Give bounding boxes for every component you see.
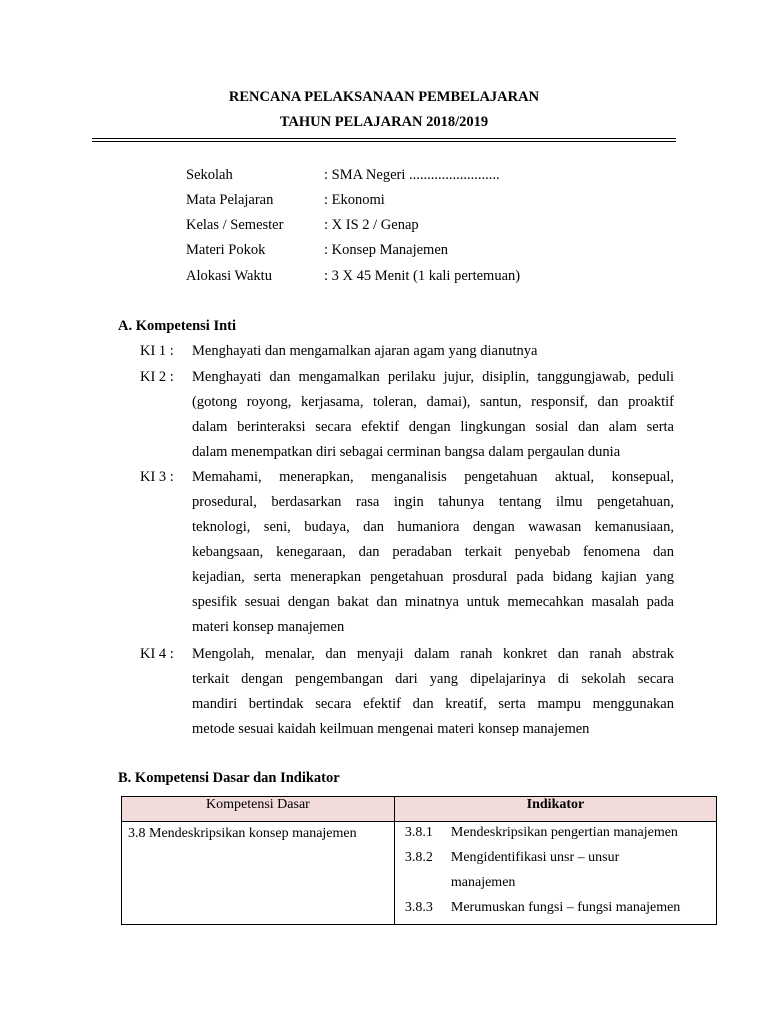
section-a-heading: A. Kompetensi Inti [118,318,237,334]
indicator-text: Mendeskripsikan pengertian manajemen [450,825,678,840]
identity-label-mapel: Mata Pelajaran [186,192,274,208]
identity-label-sekolah: Sekolah [186,167,233,183]
ki2-label: KI 2 : [140,369,174,385]
col-header-indikator: Indikator [394,797,716,822]
indicator-number: 3.8.3 [404,900,433,915]
ki4-text [192,642,674,742]
identity-value-sekolah: : SMA Negeri ......................... [324,167,500,183]
doc-title: RENCANA PELAKSANAAN PEMBELAJARAN [228,89,540,105]
identity-value-kelas: : X IS 2 / Genap [324,217,419,233]
ki3-line: teknologi, seni, budaya, dan humaniora dengan wawasan kemanusiaan, [192,519,674,535]
table-row [122,822,717,925]
kd-text: 3.8 Mendeskripsikan konsep manajemen [128,826,357,841]
identity-label-materi: Materi Pokok [186,242,266,258]
ki3-line: kebangsaan, kenegaraan, dan peradaban terkait penyebab fenomena dan [192,544,674,560]
identity-value-materi: : Konsep Manajemen [324,242,449,258]
title-rule-top [92,138,676,139]
identity-value-alokasi: : 3 X 45 Menit (1 kali pertemuan) [324,268,521,284]
identity-value-mapel: : Ekonomi [324,192,385,208]
ki4-line: metode sesuai kaidah keilmuan mengenai materi konsep manajemen [192,721,590,737]
kd-indicator-table [121,796,717,925]
ki2-line: dalam menempatkan diri sebagai cerminan bangsa dalam pergaulan dunia [192,444,621,460]
ki3-line: kejadian, serta menerapkan pengetahuan prosdural pada bidang kajian yang [192,569,674,585]
ki3-label: KI 3 : [140,469,174,485]
indicator-item [395,847,716,872]
identity-label-kelas: Kelas / Semester [186,217,284,233]
ki3-line: prosedural, berdasarkan rasa ingin tahunya tentang ilmu pengetahuan, [192,494,674,510]
ki2-line: Menghayati dan mengamalkan perilaku jujur, disiplin, tanggungjawab, peduli [192,369,674,385]
indicator-item [395,822,716,847]
section-b-heading: B. Kompetensi Dasar dan Indikator [118,770,340,786]
ki4-label: KI 4 : [140,646,174,662]
indicator-item-continued [395,872,716,897]
ki1-text [192,339,674,364]
ki1-line: Menghayati dan mengamalkan ajaran agam yang dianutnya [192,343,538,359]
ki2-line: (gotong royong, kerjasama, toleran, damai), santun, responsif, dan proaktif [192,394,674,410]
ki4-line: terkait dengan pengembangan dari yang dipelajarinya di sekolah secara [192,671,674,687]
ki3-line: materi konsep manajemen [192,619,345,635]
indicator-text: Merumuskan fungsi – fungsi manajemen [450,900,681,915]
ki3-text [192,465,674,640]
indicator-text: Mengidentifikasi unsr – unsur [450,850,620,865]
indicator-number: 3.8.2 [404,850,433,865]
col-header-kompetensi-dasar: Kompetensi Dasar [122,797,395,822]
kd-cell [122,822,395,925]
identity-label-alokasi: Alokasi Waktu [186,268,272,284]
doc-subtitle: TAHUN PELAJARAN 2018/2019 [279,114,489,130]
ki1-label: KI 1 : [140,343,174,359]
table-header-row [122,797,717,822]
ki4-line: mandiri bertindak secara efektif dan kreatif, serta mampu menggunakan [192,696,674,712]
indicator-cell [394,822,716,925]
title-rule-bottom [92,141,676,142]
ki3-line: spesifik sesuai dengan bakat dan minatnya untuk memecahkan masalah pada [192,594,674,610]
indicator-number: 3.8.1 [404,825,433,840]
ki4-line: Mengolah, menalar, dan menyaji dalam ranah konkret dan ranah abstrak [192,646,674,662]
indicator-text: manajemen [450,875,516,890]
ki3-line: Memahami, menerapkan, menganalisis pengetahuan aktual, konsepual, [192,469,674,485]
ki2-text [192,365,674,465]
indicator-item [395,897,716,922]
ki2-line: dalam berinteraksi secara efektif dengan lingkungan sosial dan alam serta [192,419,674,435]
